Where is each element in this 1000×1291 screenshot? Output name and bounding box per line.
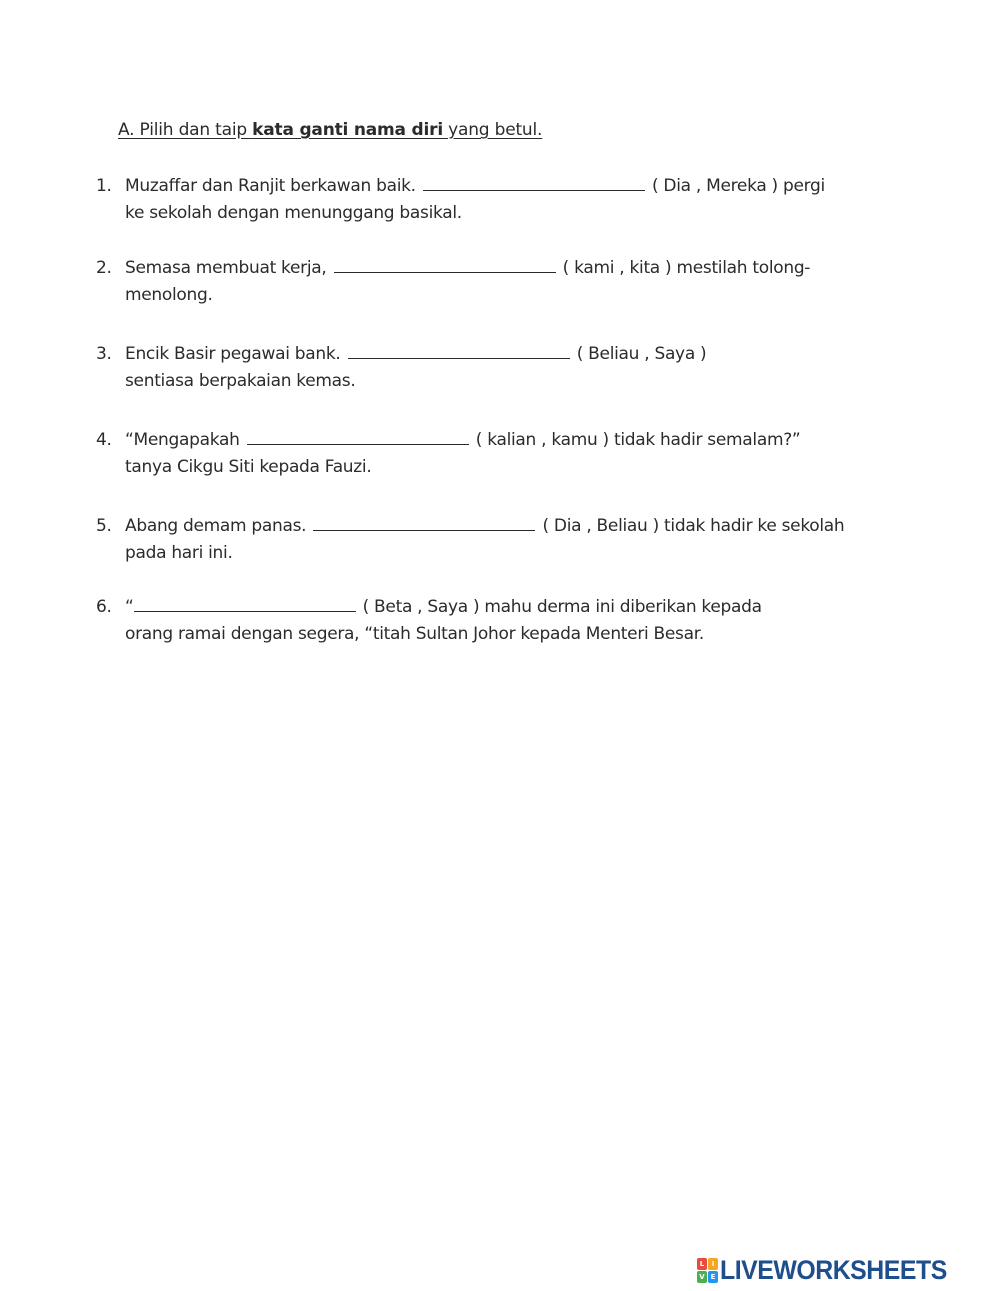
question-number: 1. — [96, 176, 112, 196]
logo-icon-tile: L — [697, 1258, 707, 1270]
instruction-bold: kata ganti nama diri — [252, 120, 443, 140]
question-2 — [96, 255, 896, 309]
answer-blank-2[interactable] — [334, 255, 556, 273]
question-line-2: tanya Cikgu Siti kepada Fauzi. — [125, 457, 372, 477]
question-number: 5. — [96, 516, 112, 536]
question-line-2: ke sekolah dengan menunggang basikal. — [125, 203, 462, 223]
liveworksheets-icon — [697, 1258, 717, 1282]
question-number: 6. — [96, 597, 112, 617]
answer-blank-6[interactable] — [134, 594, 356, 612]
question-line-1 — [96, 341, 896, 368]
question-text-before: Encik Basir pegawai bank. — [125, 344, 346, 364]
instruction-suffix: yang betul. — [442, 120, 543, 140]
question-text-after: ( kalian , kamu ) tidak hadir semalam?” — [470, 430, 801, 450]
question-3 — [96, 341, 896, 395]
question-1 — [96, 173, 896, 227]
question-6 — [96, 594, 896, 648]
question-line-2: menolong. — [125, 285, 213, 305]
question-line-2: orang ramai dengan segera, “titah Sultan Johor kepada Menteri Besar. — [125, 624, 704, 644]
question-number: 4. — [96, 430, 112, 450]
question-text-before: “Mengapakah — [125, 430, 245, 450]
question-line-1 — [96, 173, 896, 200]
logo-text: LIVEWORKSHEETS — [720, 1254, 947, 1285]
answer-blank-4[interactable] — [247, 427, 469, 445]
question-text-after: ( Dia , Mereka ) pergi — [646, 176, 825, 196]
question-text-before: “ — [125, 597, 134, 617]
logo-icon-tile: V — [697, 1271, 707, 1283]
question-number: 2. — [96, 258, 112, 278]
question-number: 3. — [96, 344, 112, 364]
question-line-2: sentiasa berpakaian kemas. — [125, 371, 356, 391]
instruction-heading — [118, 120, 542, 140]
liveworksheets-logo — [697, 1255, 967, 1285]
question-text-after: ( kami , kita ) mestilah tolong- — [557, 258, 811, 278]
answer-blank-3[interactable] — [348, 341, 570, 359]
logo-icon-tile: E — [708, 1271, 718, 1283]
question-5 — [96, 513, 896, 567]
answer-blank-5[interactable] — [313, 513, 535, 531]
question-line-2: pada hari ini. — [125, 543, 233, 563]
question-line-1 — [96, 513, 896, 540]
question-text-before: Semasa membuat kerja, — [125, 258, 332, 278]
question-text-before: Muzaffar dan Ranjit berkawan baik. — [125, 176, 421, 196]
question-text-after: ( Beta , Saya ) mahu derma ini diberikan kepada — [357, 597, 762, 617]
logo-icon-tile: I — [708, 1258, 718, 1270]
instruction-prefix: A. Pilih dan taip — [118, 120, 253, 140]
question-line-1 — [96, 427, 896, 454]
question-text-before: Abang demam panas. — [125, 516, 312, 536]
question-4 — [96, 427, 896, 481]
answer-blank-1[interactable] — [423, 173, 645, 191]
question-text-after: ( Beliau , Saya ) — [571, 344, 707, 364]
question-line-1 — [96, 594, 896, 621]
question-line-1 — [96, 255, 896, 282]
question-text-after: ( Dia , Beliau ) tidak hadir ke sekolah — [537, 516, 845, 536]
